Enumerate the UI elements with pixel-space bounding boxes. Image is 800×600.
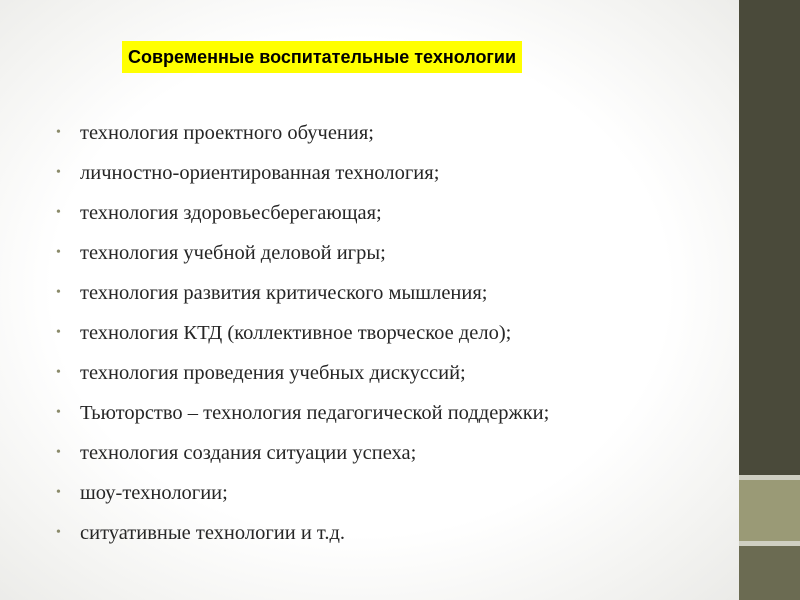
- list-item-text: технология учебной деловой игры;: [80, 242, 386, 264]
- list-item: [56, 279, 736, 319]
- bullet-icon: •: [56, 485, 61, 500]
- side-bar-accent-block: [739, 480, 800, 541]
- list-item: [56, 439, 736, 479]
- technology-list: [56, 119, 736, 559]
- bullet-icon: •: [56, 165, 61, 180]
- bullet-icon: •: [56, 125, 61, 140]
- list-item: [56, 199, 736, 239]
- list-item: [56, 119, 736, 159]
- list-item-text: Тьюторство – технология педагогической поддержки;: [80, 402, 550, 424]
- list-item-text: технология развития критического мышления;: [80, 282, 488, 304]
- bullet-icon: •: [56, 285, 61, 300]
- list-item: [56, 359, 736, 399]
- bullet-icon: •: [56, 445, 61, 460]
- side-decoration-bar: [739, 0, 800, 600]
- bullet-icon: •: [56, 365, 61, 380]
- list-item: [56, 479, 736, 519]
- bullet-icon: •: [56, 325, 61, 340]
- list-item-text: личностно-ориентированная технология;: [80, 162, 440, 184]
- list-item: [56, 239, 736, 279]
- list-item-text: технология создания ситуации успеха;: [80, 442, 417, 464]
- slide-title: Современные воспитательные технологии: [122, 41, 522, 73]
- list-item-text: технология проектного обучения;: [80, 122, 374, 144]
- list-item: [56, 519, 736, 559]
- list-item-text: технология здоровьесберегающая;: [80, 202, 382, 224]
- bullet-icon: •: [56, 405, 61, 420]
- list-item-text: шоу-технологии;: [80, 482, 228, 504]
- list-item-text: технология КТД (коллективное творческое дело);: [80, 322, 512, 344]
- side-bar-dark-block: [739, 0, 800, 475]
- list-item: [56, 159, 736, 199]
- list-item: [56, 399, 736, 439]
- side-bar-bottom-block: [739, 546, 800, 600]
- list-item-text: технология проведения учебных дискуссий;: [80, 362, 466, 384]
- list-item: [56, 319, 736, 359]
- bullet-icon: •: [56, 525, 61, 540]
- list-item-text: ситуативные технологии и т.д.: [80, 522, 346, 544]
- bullet-icon: •: [56, 245, 61, 260]
- bullet-icon: •: [56, 205, 61, 220]
